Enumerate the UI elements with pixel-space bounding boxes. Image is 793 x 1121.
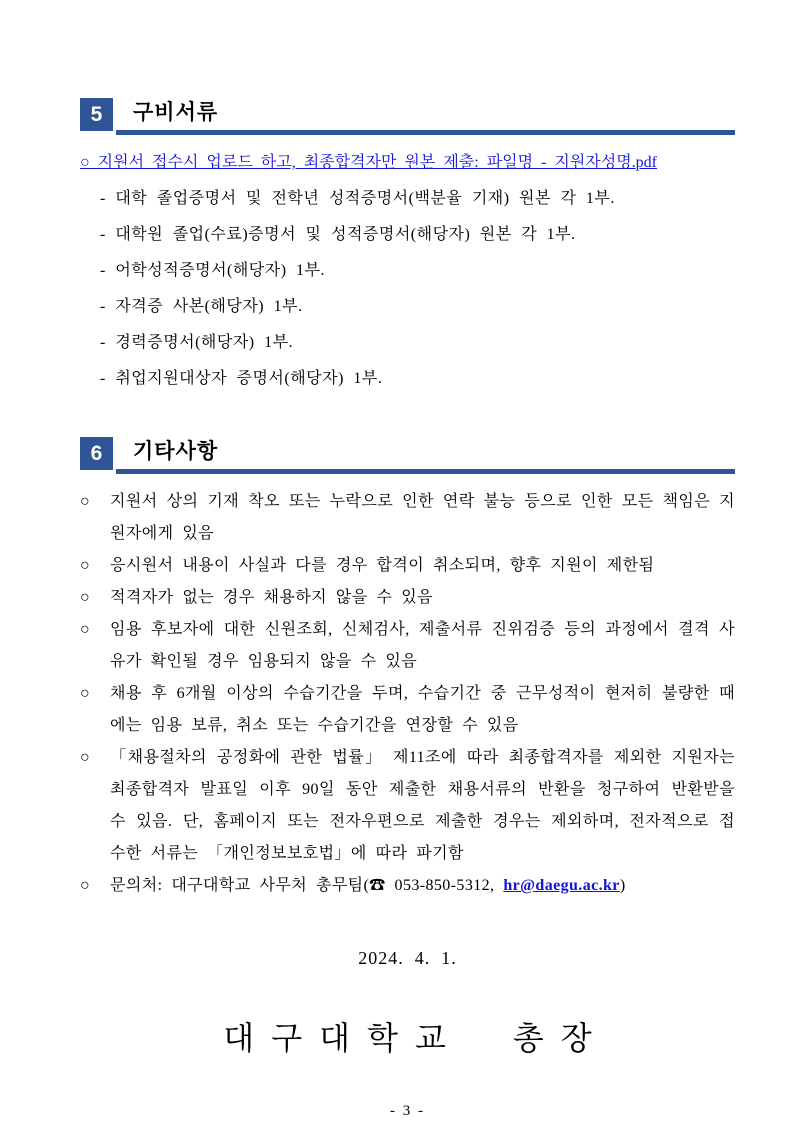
section6-header	[80, 437, 735, 474]
issuer-signature: 대구대학교 총장	[223, 1020, 609, 1056]
section5-upload-notice	[80, 152, 735, 174]
list-item: - 자격증 사본(해당자) 1부.	[100, 298, 303, 315]
bullet-item	[80, 550, 735, 582]
circle-bullet-icon: ○	[80, 621, 90, 638]
list-item: - 대학 졸업증명서 및 전학년 성적증명서(백분율 기재) 원본 각 1부.	[100, 190, 615, 207]
bullet-item	[80, 742, 735, 870]
contact-email-link[interactable]: hr@daegu.ac.kr	[503, 877, 620, 894]
section5-document-list	[80, 188, 735, 390]
bullet-item-contact	[80, 870, 735, 902]
notice-text: 지원서 접수시 업로드 하고, 최종합격자만 원본 제출: 파일명 - 지원자성명.pdf	[97, 154, 657, 171]
circle-bullet-icon: ○	[80, 589, 90, 606]
document-date: 2024. 4. 1.	[358, 948, 457, 968]
notice-bullet: ○	[80, 154, 90, 171]
circle-bullet-icon: ○	[80, 749, 90, 766]
contact-prefix: 문의처: 대구대학교 사무처 총무팀(☎ 053-850-5312,	[110, 877, 504, 894]
bullet-text: 채용 후 6개월 이상의 수습기간을 두며, 수습기간 중 근무성적이 현저히 불량한 때에는 임용 보류, 취소 또는 수습기간을 연장할 수 있음	[110, 685, 735, 734]
section5-header	[80, 98, 735, 135]
section5-number-badge: 5	[80, 98, 113, 131]
list-item: - 대학원 졸업(수료)증명서 및 성적증명서(해당자) 원본 각 1부.	[100, 226, 576, 243]
section6-header-rule	[116, 437, 735, 474]
bullet-text: 적격자가 없는 경우 채용하지 않을 수 있음	[110, 589, 433, 606]
circle-bullet-icon: ○	[80, 685, 90, 702]
section6-number-badge: 6	[80, 437, 113, 470]
section6-bullet-list	[80, 486, 735, 902]
section5-header-rule	[116, 98, 735, 135]
list-item: - 어학성적증명서(해당자) 1부.	[100, 262, 326, 279]
contact-line	[110, 870, 735, 902]
page-number: - 3 -	[390, 1103, 425, 1119]
bullet-item	[80, 678, 735, 742]
bullet-item	[80, 614, 735, 678]
section5-title: 구비서류	[133, 101, 219, 124]
list-item: - 취업지원대상자 증명서(해당자) 1부.	[100, 370, 383, 387]
circle-bullet-icon: ○	[80, 493, 90, 510]
contact-suffix: )	[619, 877, 626, 894]
circle-bullet-icon: ○	[80, 557, 90, 574]
bullet-text: 응시원서 내용이 사실과 다를 경우 합격이 취소되며, 향후 지원이 제한됨	[110, 557, 655, 574]
section6-title: 기타사항	[133, 440, 219, 463]
bullet-item	[80, 582, 735, 614]
bullet-text: 「채용절차의 공정화에 관한 법률」 제11조에 따라 최종합격자를 제외한 지원자는 최종합격자 발표일 이후 90일 동안 제출한 채용서류의 반환을 청구하여 반환받을 수 있음. 단, 홈페이지 또는 전자우편으로 제출한 경우는 제외하며, 전자적으로 접수한 서류는 「개인정보보호법」에 따라 파기함	[110, 749, 735, 862]
bullet-item	[80, 486, 735, 550]
circle-bullet-icon: ○	[80, 877, 90, 894]
list-item: - 경력증명서(해당자) 1부.	[100, 334, 294, 351]
bullet-text: 지원서 상의 기재 착오 또는 누락으로 인한 연락 불능 등으로 인한 모든 책임은 지원자에게 있음	[110, 493, 735, 542]
bullet-text: 임용 후보자에 대한 신원조회, 신체검사, 제출서류 진위검증 등의 과정에서 결격 사유가 확인될 경우 임용되지 않을 수 있음	[110, 621, 735, 670]
